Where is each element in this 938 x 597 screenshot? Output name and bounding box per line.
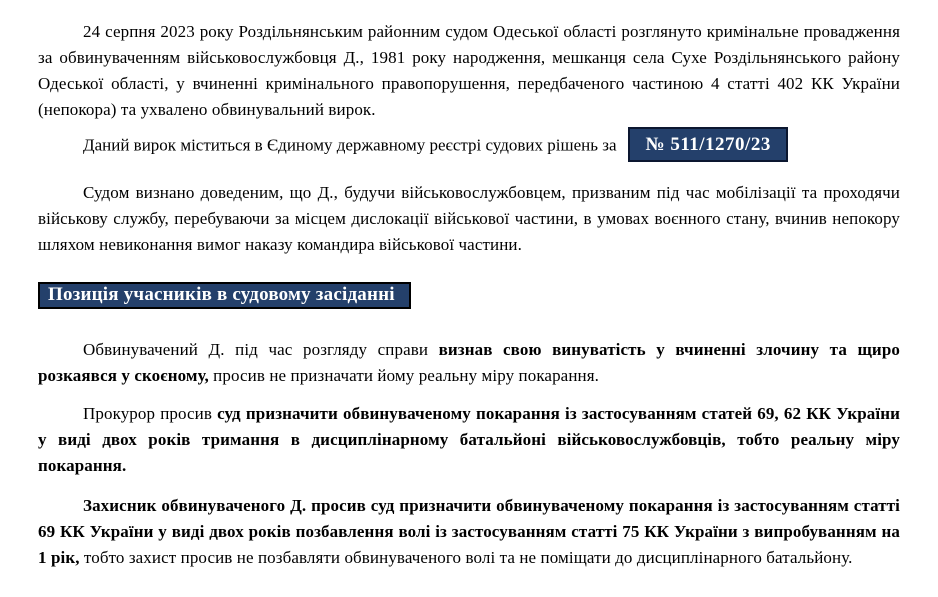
accused-segment-bold: визнав свою винуватість у вчиненні злочину та щиро розкаявся у скоєному, [38, 340, 900, 385]
section-heading-bar: Позиція учасників в судовому засіданні [38, 282, 411, 309]
court-finding-paragraph: Судом визнано доведеним, що Д., будучи військовослужбовцем, призваним під час мобілізації та проходячи військову службу, перебуваючи за місцем дислокації військової частини, в умовах воєнного стану, вчинив непокору шляхом невиконання вимог наказу командира військової частини. [38, 183, 900, 254]
case-number-badge: № 511/1270/23 [628, 127, 787, 162]
defense-position-paragraph [38, 493, 900, 571]
accused-position-paragraph [38, 337, 900, 389]
registry-paragraph [38, 129, 900, 164]
section-heading-row [38, 282, 900, 309]
defense-segment-regular: тобто захист просив не позбавляти обвинуваченого волі та не поміщати до дисциплінарного батальйону. [79, 548, 853, 567]
registry-line-text: Даний вирок міститься в Єдиному державному реєстрі судових рішень за [83, 135, 617, 155]
defense-segment-bold: Захисник обвинуваченого Д. просив суд призначити обвинуваченому покарання із застосуванням статті 69 КК України у виді двох років позбавлення волі із застосуванням статті 75 КК України з випробуванням на 1 рік, [38, 496, 900, 567]
intro-paragraph: 24 серпня 2023 року Роздільнянським районним судом Одеської області розглянуто кримінальне провадження за обвинуваченням військовослужбовця Д., 1981 року народження, мешканця села Сухе Роздільнянського району Одеської області, у вчиненні кримінального правопорушення, передбаченого частиною 4 статті 402 КК України (непокора) та ухвалено обвинувальний вирок. [38, 22, 900, 119]
accused-segment-regular-1: Обвинувачений Д. під час розгляду справи [83, 340, 439, 359]
prosecutor-position-paragraph [38, 401, 900, 479]
prosecutor-segment-regular: Прокурор просив [83, 404, 218, 423]
accused-segment-regular-2: просив не призначати йому реальну міру покарання. [208, 366, 599, 385]
prosecutor-segment-bold: суд призначити обвинуваченому покарання із застосуванням статей 69, 62 КК України у виді двох років тримання в дисциплінарному батальйоні військовослужбовців, тобто реальну міру покарання. [38, 404, 900, 475]
